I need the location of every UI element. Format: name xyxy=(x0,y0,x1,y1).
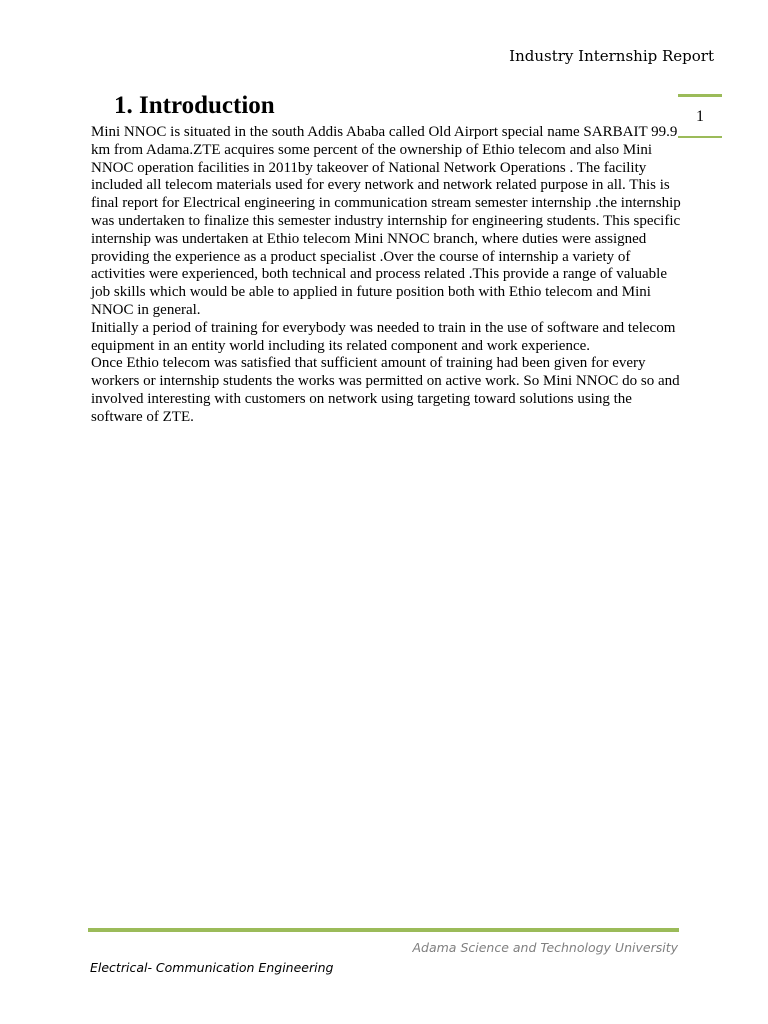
footer-university: Adama Science and Technology University xyxy=(412,940,678,955)
section-heading: 1. Introduction xyxy=(114,92,275,119)
page-number: 1 xyxy=(696,107,704,125)
body-text xyxy=(91,124,681,427)
footer-department: Electrical- Communication Engineering xyxy=(90,960,334,975)
paragraph: Mini NNOC is situated in the south Addis Ababa called Old Airport special name SARBAIT 99.9 km from Adama.ZTE acquires some percent of the ownership of Ethio telecom and also Mini NNOC operation facilities in 2011by takeover of National Network Operations . The facility included all telecom materials used for every network and network related purpose in all. This is final report for Electrical engineering in communication stream semester internship .the internship was undertaken to finalize this semester industry internship for engineering students. This specific internship was undertaken at Ethio telecom Mini NNOC branch, where duties were assigned providing the experience as a product specialist .Over the course of internship a variety of activities were experienced, both technical and process related .This provide a range of valuable job skills which would be able to applied in future position both with Ethio telecom and Mini NNOC in general. xyxy=(91,124,681,318)
footer-rule xyxy=(88,928,679,932)
header-title: Industry Internship Report xyxy=(509,47,714,65)
paragraph: Initially a period of training for everybody was needed to train in the use of software and telecom equipment in an entity world including its related component and work experience. xyxy=(91,319,676,354)
page-number-box xyxy=(678,94,722,138)
paragraph: Once Ethio telecom was satisfied that sufficient amount of training had been given for every workers or internship students the works was permitted on active work. So Mini NNOC do so and involved interesting with customers on network using targeting toward solutions using the software of ZTE. xyxy=(91,355,680,425)
